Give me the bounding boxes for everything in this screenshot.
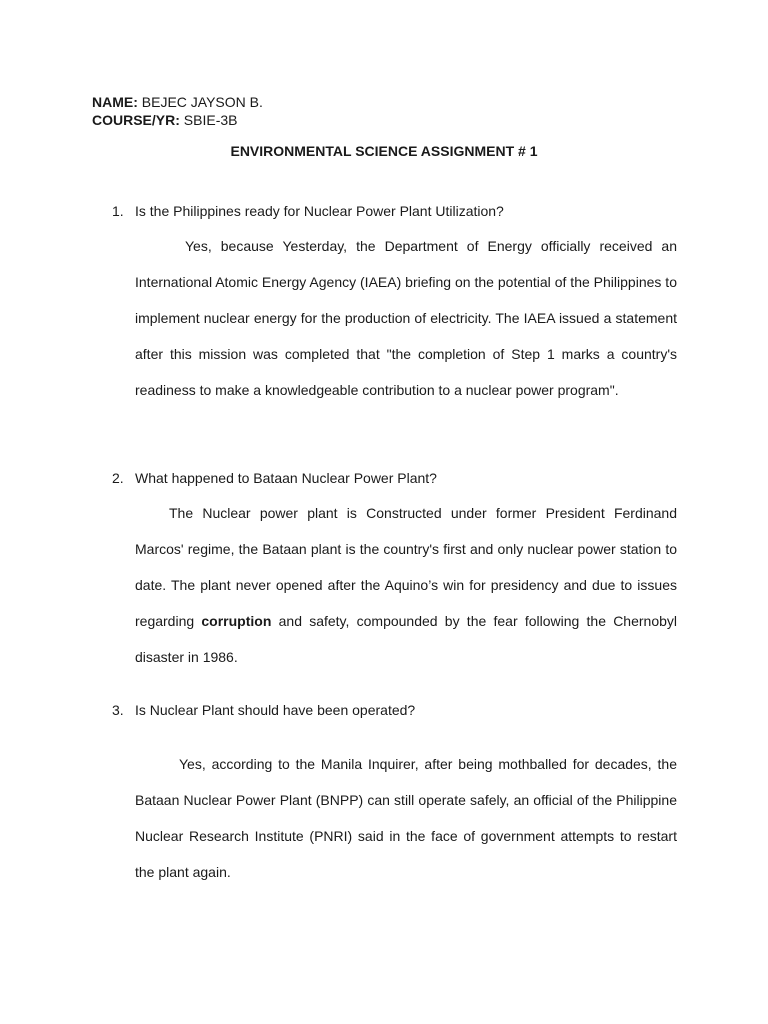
question-number: 3. — [112, 702, 124, 718]
question-text: Is Nuclear Plant should have been operated? — [135, 702, 416, 718]
answer-3 — [135, 746, 677, 890]
answer-2 — [135, 495, 677, 675]
question-number: 2. — [112, 470, 124, 486]
question-2 — [112, 469, 437, 487]
answer-emphasis: corruption — [201, 613, 272, 629]
name-line — [92, 93, 263, 111]
answer-text: Yes, because Yesterday, the Department of Energy officially received an International Atomic Energy Agency (IAEA) briefing on the potential of the Philippines to implement nuclear energy for the production of electricity. The IAEA issued a statement after this mission was completed that "the completion of Step 1 marks a country's readiness to make a knowledgeable contribution to a nuclear power program". — [135, 238, 677, 398]
course-value: SBIE-3B — [183, 112, 238, 128]
answer-text: The Nuclear power plant is Constructed under former President Ferdinand Marcos' regime, the Bataan plant is the country's first and only nuclear power station to date. The plant never opened after the Aquino’s win for presidency and due to issues regarding — [135, 505, 677, 629]
question-text: Is the Philippines ready for Nuclear Power Plant Utilization? — [135, 203, 504, 219]
question-number: 1. — [112, 203, 124, 219]
assignment-title: ENVIRONMENTAL SCIENCE ASSIGNMENT # 1 — [230, 143, 538, 159]
course-label: COURSE/YR: — [92, 112, 180, 128]
question-text: What happened to Bataan Nuclear Power Plant? — [135, 470, 437, 486]
answer-1 — [135, 228, 677, 408]
answer-text: Yes, according to the Manila Inquirer, after being mothballed for decades, the Bataan Nuclear Power Plant (BNPP) can still operate safely, an official of the Philippine Nuclear Research Institute (PNRI) said in the face of government attempts to restart the plant again. — [135, 756, 677, 880]
student-info — [92, 93, 263, 129]
name-value: BEJEC JAYSON B. — [141, 94, 263, 110]
course-line — [92, 111, 263, 129]
name-label: NAME: — [92, 94, 138, 110]
question-3 — [112, 701, 415, 719]
question-1 — [112, 202, 504, 220]
answer-text-continued: and safety, compounded by the fear following the Chernobyl disaster in 1986. — [135, 613, 678, 665]
